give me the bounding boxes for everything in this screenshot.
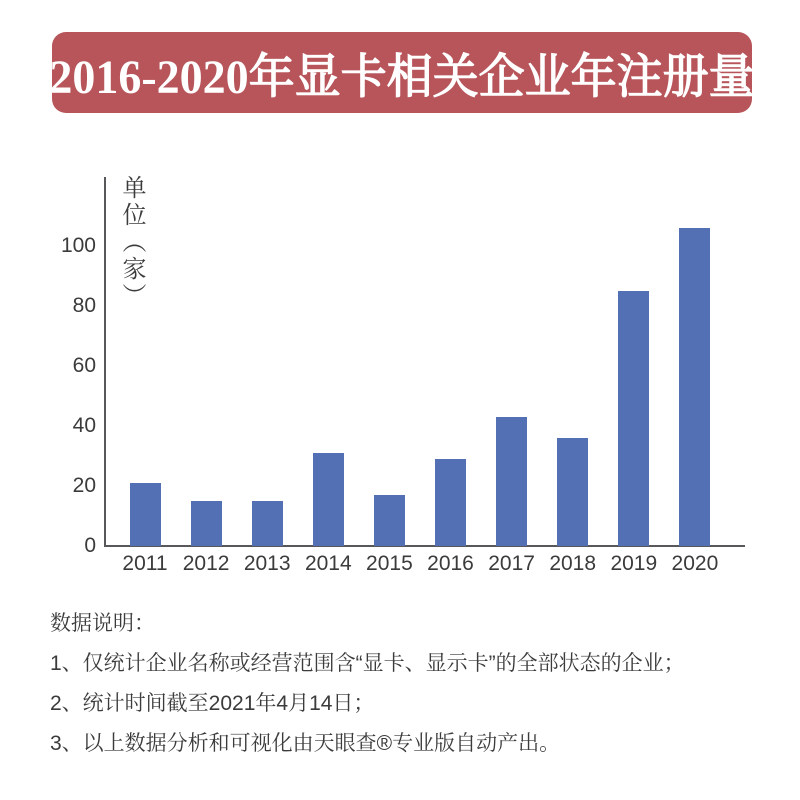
y-tick-label: 40 xyxy=(72,414,96,437)
x-tick-label: 2011 xyxy=(122,552,168,575)
page-title: 2016-2020年显卡相关企业年注册量 xyxy=(49,49,755,103)
bar-2017 xyxy=(496,417,527,546)
x-tick-label: 2016 xyxy=(427,552,474,575)
bar-2012 xyxy=(191,501,222,546)
y-axis-unit-label: 单位（家） xyxy=(118,175,145,310)
y-axis-line xyxy=(104,177,106,547)
data-notes xyxy=(50,604,770,764)
bar-2014 xyxy=(313,453,344,546)
note-line-2: 2、统计时间截至2021年4月14日； xyxy=(50,692,375,715)
x-tick-label: 2013 xyxy=(243,552,291,575)
y-tick-label: 100 xyxy=(60,234,96,257)
bar-2015 xyxy=(374,495,405,546)
x-tick-label: 2017 xyxy=(488,552,535,575)
y-tick-label: 80 xyxy=(72,294,96,317)
x-tick-label: 2020 xyxy=(671,552,719,575)
note-line-3: 3、以上数据分析和可视化由天眼查®专业版自动产出。 xyxy=(50,732,561,755)
bar-2019 xyxy=(618,291,649,546)
x-tick-label: 2014 xyxy=(304,552,352,575)
x-tick-label: 2019 xyxy=(610,552,658,575)
note-line-1: 1、仅统计企业名称或经营范围含“显卡、显示卡”的全部状态的企业； xyxy=(50,652,685,675)
notes-heading: 数据说明： xyxy=(50,612,155,635)
y-tick-label: 60 xyxy=(72,354,96,377)
y-tick-label: 20 xyxy=(72,474,96,497)
bar-2018 xyxy=(557,438,588,546)
x-tick-label: 2012 xyxy=(182,552,230,575)
bar-2016 xyxy=(435,459,466,546)
x-tick-label: 2015 xyxy=(366,552,413,575)
bar-2011 xyxy=(130,483,161,546)
bar-2020 xyxy=(679,228,710,546)
x-tick-label: 2018 xyxy=(549,552,597,575)
bar-2013 xyxy=(252,501,283,546)
y-tick-label: 0 xyxy=(84,534,96,557)
